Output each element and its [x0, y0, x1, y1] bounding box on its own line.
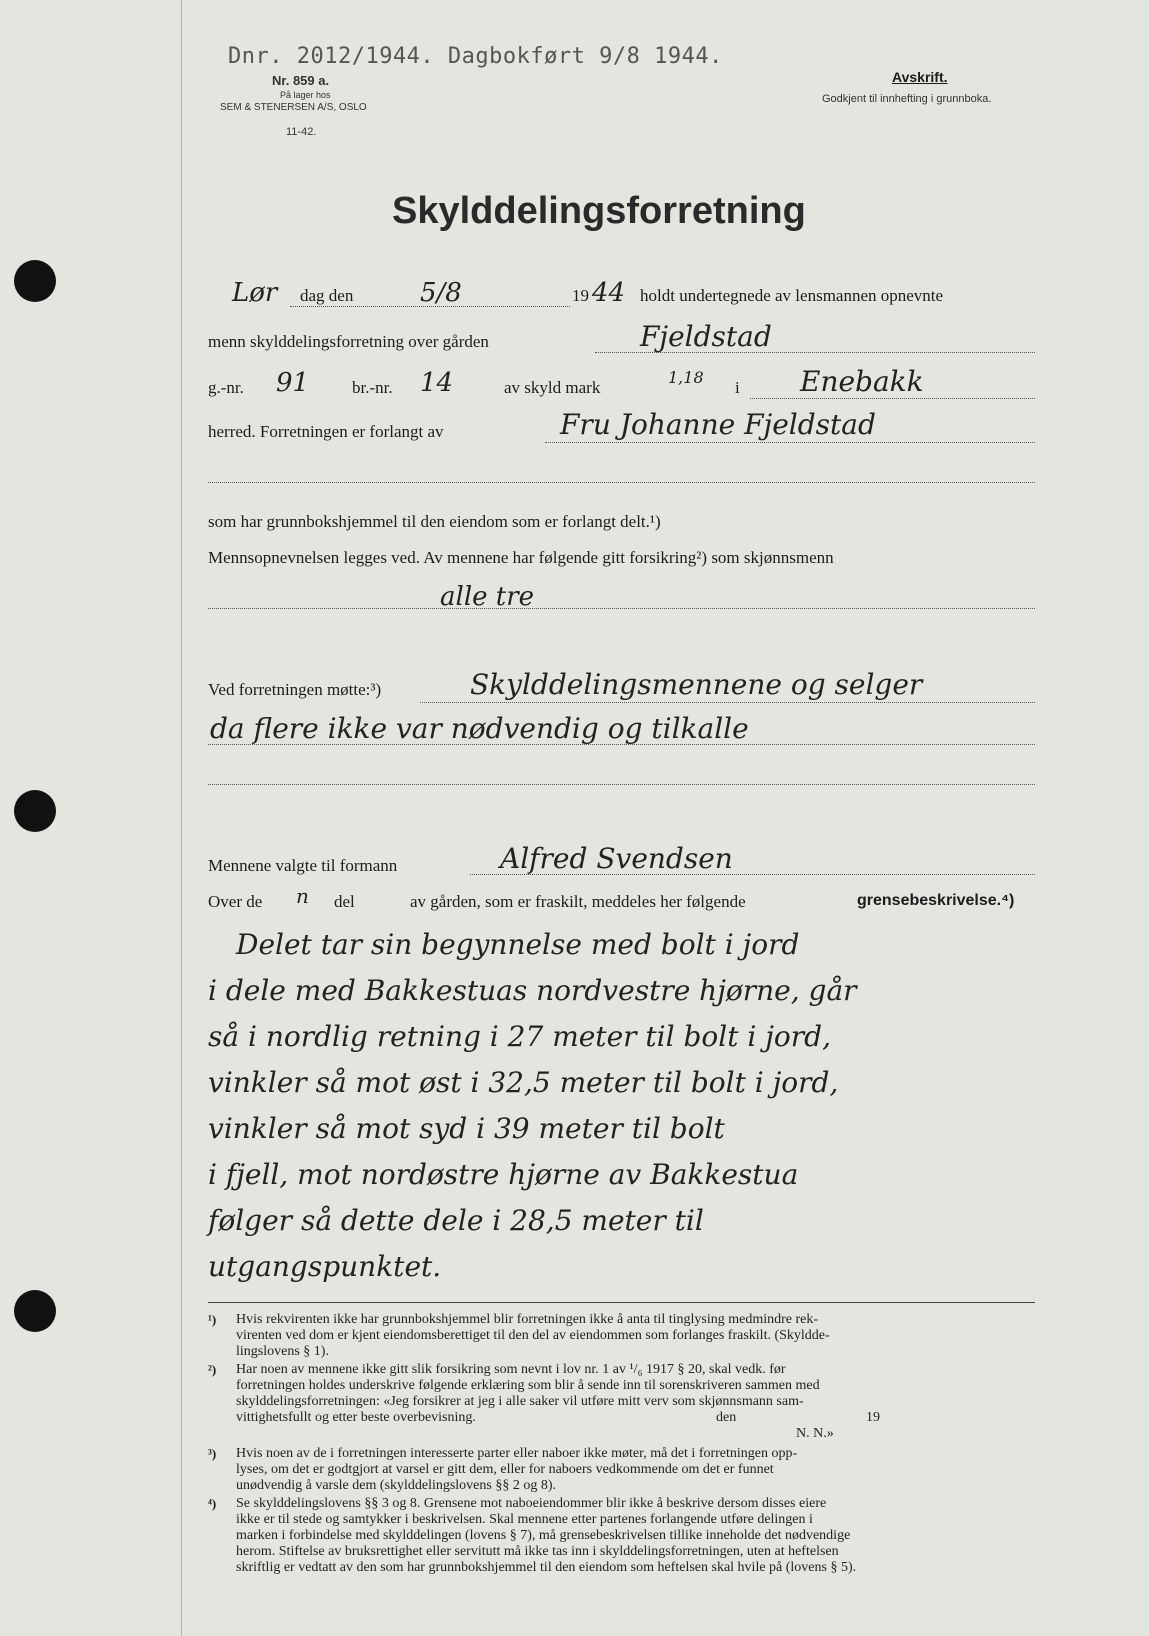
over-rest: av gården, som er fraskilt, meddeles her følgende [410, 892, 746, 911]
footnote-line: skriftlig er vedtatt av den som har grunnbokshjemmel til den eiendom som heftelsen skal hvile på (lovens § 5). [236, 1560, 857, 1575]
assurance-line [208, 608, 1035, 609]
over-bold: grensebeskrivelse.⁴) [857, 892, 1015, 909]
footnote-line: lyses, om det er godtgjort at varsel er gitt dem, eller for naboers vedkommende om det er funnet [236, 1462, 774, 1477]
year-prefix: 19 [572, 286, 589, 305]
skyld-label: av skyld mark [504, 378, 601, 397]
handwritten-brnr: 14 [420, 368, 454, 398]
footnote-marker: ³) [208, 1446, 217, 1461]
form-number: Nr. 859 a. [272, 73, 330, 88]
footnote-marker: ¹) [208, 1312, 217, 1327]
punch-hole [14, 1290, 56, 1332]
footnote-line: Har noen av mennene ikke gitt slik forsikring som nevnt i lov nr. 1 av ¹/₆ 1917 § 20, skal vedk. før [236, 1362, 786, 1377]
registration-stamp: Dnr. 2012/1944. Dagbokført 9/8 1944. [228, 44, 723, 69]
day-label: dag den [300, 286, 354, 305]
handwritten-day: Lør [232, 278, 278, 308]
copy-label: Avskrift. [892, 69, 948, 85]
document-title: Skylddelingsforretning [392, 190, 806, 232]
footnote-text: den [716, 1410, 737, 1425]
footnote-line: herom. Stiftelse av bruksrettighet eller servitutt må ikke tas inn i skylddelingsforretningen, uten at heftelsen [236, 1544, 839, 1559]
boundary-line: så i nordlig retning i 27 meter til bolt i jord, [208, 1020, 831, 1053]
footnote-line: virenten ved dom er kjent eiendomsberettiget til den del av eiendommen som forlanges fraskilt. (Skyldde- [236, 1328, 830, 1343]
men-text: menn skylddelingsforretning over gården [208, 332, 489, 351]
footnote-1 [236, 1312, 830, 1360]
footnote-line: marken i forbindelse med skylddelingen (lovens § 7), må grensebeskrivelsen tillike inneholde det nødvendige [236, 1528, 851, 1543]
footnote-3 [236, 1446, 797, 1494]
handwritten-year: 44 [592, 278, 626, 308]
date-line [290, 306, 570, 307]
handwritten-gnr: 91 [276, 368, 310, 398]
footnote-text: 19 [866, 1410, 880, 1425]
handwritten-met-1: Skylddelingsmennene og selger [470, 668, 923, 701]
footnote-line: Hvis rekvirenten ikke har grunnbokshjemmel blir forretningen ikke å anta til tinglysing medmindre rek- [236, 1312, 819, 1327]
publisher-line: På lager hos [280, 90, 331, 100]
boundary-line: følger så dette dele i 28,5 meter til [208, 1204, 704, 1237]
mennsopnevnelsen-text: Mennsopnevnelsen legges ved. Av mennene har følgende gitt forsikring²) som skjønnsmenn [208, 548, 834, 567]
footnote-text: vittighetsfullt og etter beste overbevisning. [236, 1410, 476, 1425]
met-label: Ved forretningen møtte:³) [208, 680, 382, 699]
footnote-line: lingslovens § 1). [236, 1344, 329, 1359]
footnote-4 [236, 1496, 856, 1576]
handwritten-assurance: alle tre [440, 582, 535, 612]
farm-line [595, 352, 1035, 353]
chair-line [470, 874, 1035, 875]
handwritten-over: n [296, 884, 309, 908]
boundary-line: vinkler så mot syd i 39 meter til bolt [208, 1112, 725, 1145]
footnote-line: ikke er til stede og samtykker i beskrivelsen. Skal mennene etter partenes forlangende utføre delingen i [236, 1512, 813, 1527]
footnote-marker: ⁴) [208, 1496, 217, 1511]
footnote-line: Hvis noen av de i forretningen interesserte parter eller naboer ikke møter, må det i forretningen opp- [236, 1446, 798, 1461]
handwritten-skyld: 1,18 [668, 368, 704, 387]
footnote-line: N. N.» [796, 1426, 834, 1441]
gnr-label: g.-nr. [208, 378, 244, 397]
hjemmel-text: som har grunnbokshjemmel til den eiendom som er forlangt delt.¹) [208, 512, 661, 531]
publisher-name: SEM & STENERSEN A/S, OSLO [220, 102, 367, 113]
in-label: i [735, 378, 740, 397]
met-line-3 [208, 784, 1035, 785]
punch-hole [14, 790, 56, 832]
handwritten-date: 5/8 [420, 278, 462, 308]
boundary-line: i dele med Bakkestuas nordvestre hjørne, går [208, 974, 857, 1007]
herred-text: herred. Forretningen er forlangt av [208, 422, 444, 441]
brnr-label: br.-nr. [352, 378, 393, 397]
footnote-line: Se skylddelingslovens §§ 3 og 8. Grensene mot naboeiendommer blir ikke å beskrive dersom disses eiere [236, 1496, 827, 1511]
footnote-line [236, 1410, 880, 1426]
footnote-line: unødvendig å varsle dem (skylddelingslovens §§ 2 og 8). [236, 1478, 557, 1493]
boundary-line: i fjell, mot nordøstre hjørne av Bakkestua [208, 1158, 799, 1191]
held-text: holdt undertegnede av lensmannen opnevnte [640, 286, 944, 305]
met-line-1 [420, 702, 1035, 703]
footnote-line: forretningen holdes underskrive følgende erklæring som blir å sende inn til sorenskriveren sammen med [236, 1378, 820, 1393]
punch-hole [14, 260, 56, 302]
footnote-2 [236, 1362, 880, 1442]
boundary-line: utgangspunktet. [208, 1250, 442, 1283]
met-line-2 [208, 744, 1035, 745]
handwritten-municipality: Enebakk [800, 365, 924, 398]
municipality-line [750, 398, 1035, 399]
approval-note: Godkjent til innhefting i grunnboka. [822, 93, 992, 105]
over-prefix: Over de [208, 892, 263, 911]
handwritten-met-2: da flere ikke var nødvendig og tilkalle [210, 712, 749, 745]
chair-label: Mennene valgte til formann [208, 856, 398, 875]
footnote-rule [208, 1302, 1035, 1303]
footnote-marker: ²) [208, 1362, 217, 1377]
requester-line [545, 442, 1035, 443]
footnote-line: skylddelingsforretningen: «Jeg forsikrer at jeg i alle saker vil utføre mitt verv som skjønnsmann sam- [236, 1394, 804, 1409]
handwritten-farm: Fjeldstad [640, 320, 772, 353]
margin-rule [181, 0, 182, 1636]
over-del: del [334, 892, 355, 911]
print-date: 11-42. [286, 126, 317, 138]
boundary-line: vinkler så mot øst i 32,5 meter til bolt i jord, [208, 1066, 839, 1099]
blank-line [208, 482, 1035, 483]
boundary-line: Delet tar sin begynnelse med bolt i jord [236, 928, 800, 961]
handwritten-requester: Fru Johanne Fjeldstad [560, 408, 876, 441]
handwritten-chair: Alfred Svendsen [500, 842, 733, 875]
